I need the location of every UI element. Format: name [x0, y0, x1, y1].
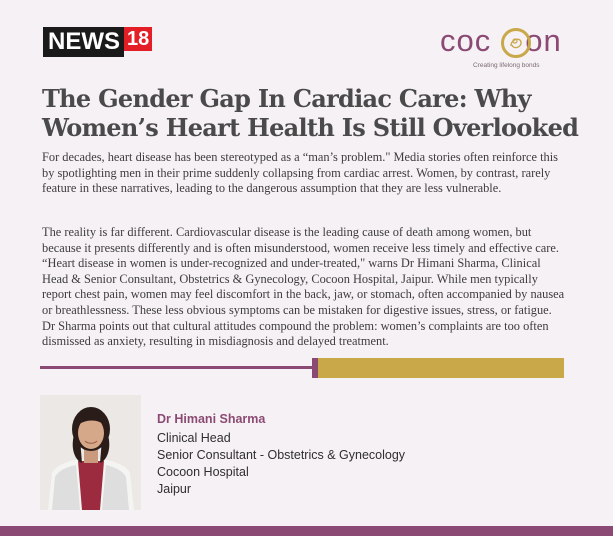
- news18-logo-number: 18: [124, 27, 152, 51]
- news18-logo: [43, 27, 152, 57]
- cocoon-tagline: Creating lifelong bonds: [473, 62, 540, 69]
- article-headline: The Gender Gap In Cardiac Care: Why Women’s Heart Health Is Still Overlooked: [42, 84, 579, 142]
- doctor-hospital: Cocoon Hospital: [157, 465, 249, 479]
- doctor-city: Jaipur: [157, 482, 192, 496]
- cocoon-logo: [440, 22, 576, 72]
- cocoon-emblem-icon: [500, 27, 532, 59]
- divider-gold-bar: [318, 358, 564, 378]
- cocoon-logo-text-right: on: [525, 23, 562, 58]
- article-paragraph-1: For decades, heart disease has been stereotyped as a “man’s problem." Media stories often reinforce this by spotlighting men in their prime suddenly collapsing from cardiac arrest. Women, by contrast, rarely feature in these narratives, leading to the dangerous assumption that they are less vulnerable.: [42, 150, 558, 196]
- doctor-name: Dr Himani Sharma: [157, 412, 266, 426]
- article-paragraph-2: The reality is far different. Cardiovascular disease is the leading cause of death among women, but because it presents differently and is often misunderstood, women receive less timely and effective care. “Heart disease in women is under-recognized and under-treated," warns Dr Himani Sharma, Clinical Head & Senior Consultant, Obstetrics & Gynecology, Cocoon Hospital, Jaipur. While men typically report chest pain, women may feel discomfort in the back, jaw, or stomach, often accompanied by nausea or breathlessness. These less obvious symptoms can be mistaken for digestive issues, stress, or fatigue. Dr Sharma points out that cultural attitudes compound the problem: women’s complaints are too often dismissed as anxiety, resulting in misdiagnosis and delayed treatment.: [42, 225, 565, 349]
- doctor-title-line-1: Clinical Head: [157, 431, 231, 445]
- doctor-portrait-image: [40, 395, 141, 510]
- doctor-photo: [40, 395, 141, 510]
- doctor-title-line-2: Senior Consultant - Obstetrics & Gynecology: [157, 448, 406, 462]
- footer-bar: [0, 526, 613, 536]
- divider-purple-line: [40, 366, 314, 369]
- cocoon-logo-text-left: coc: [440, 23, 492, 58]
- news18-logo-text: NEWS: [43, 27, 124, 57]
